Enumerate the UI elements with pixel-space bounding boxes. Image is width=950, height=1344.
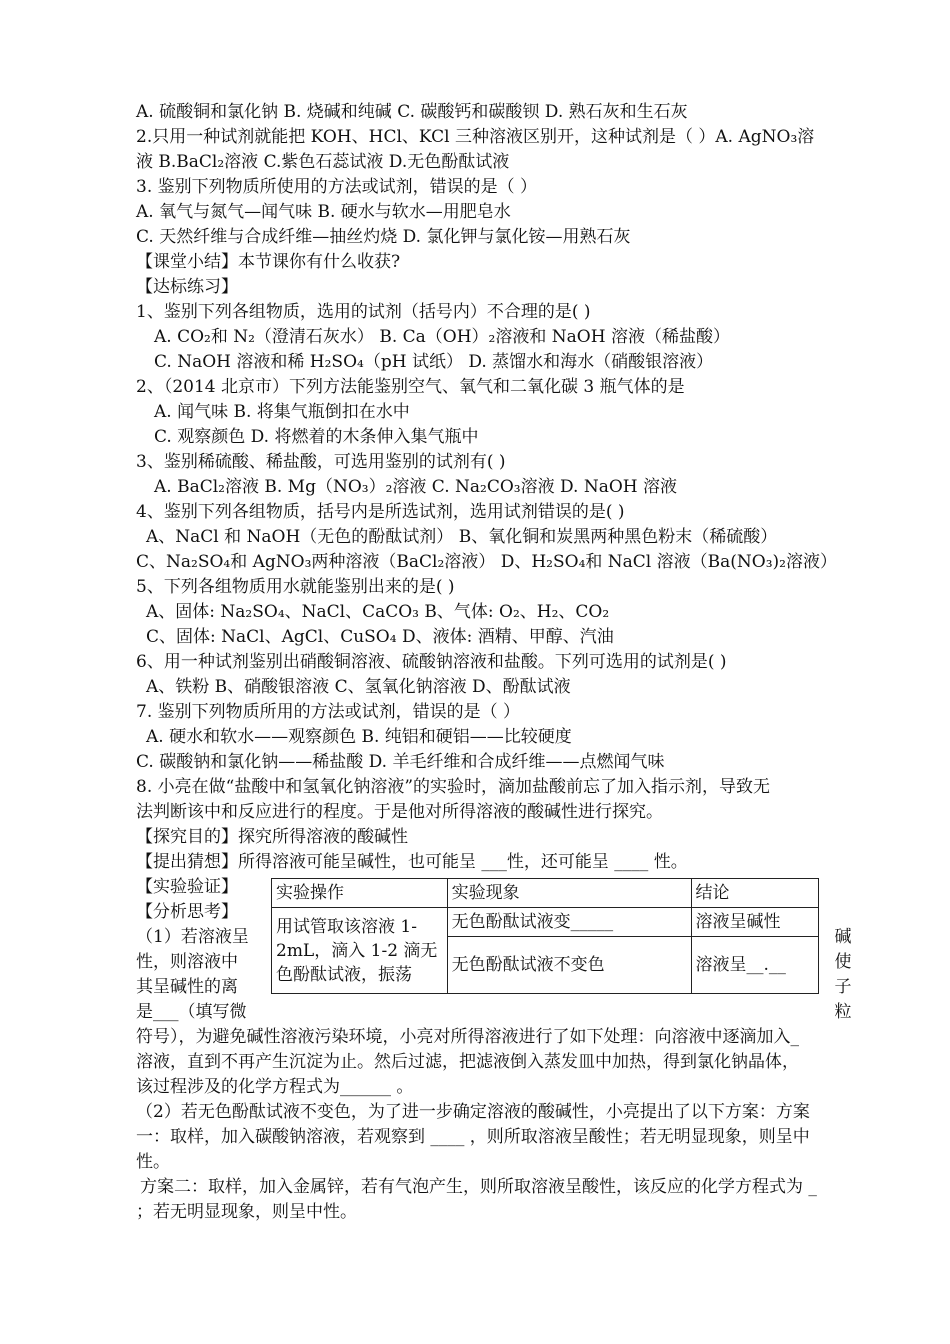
text-line: C. 观察颜色 D. 将燃着的木条伸入集气瓶中: [154, 427, 479, 447]
text-line: 【达标练习】: [136, 277, 238, 297]
table-cell-operation: 用试管取该溶液 1-2mL，滴入 1-2 滴无色酚酞试液，振荡: [272, 908, 448, 994]
table-cell-observation: 无色酚酞试液不变色: [447, 937, 691, 994]
text-line: 其呈碱性的离: [136, 977, 238, 997]
text-line: 2.只用一种试剂就能把 KOH、HCl、KCl 三种溶液区别开，这种试剂是（ ）A. AgNO₃溶: [136, 127, 815, 147]
text-line: （1）若溶液呈: [136, 927, 249, 947]
text-line: A. 氧气与氮气—闻气味 B. 硬水与软水—用肥皂水: [136, 202, 511, 222]
text-line: 2、（2014 北京市）下列方法能鉴别空气、氧气和二氧化碳 3 瓶气体的是: [136, 377, 685, 397]
text-line: 5、下列各组物质用水就能鉴别出来的是( ): [136, 577, 455, 597]
text-line: C. NaOH 溶液和稀 H₂SO₄（pH 试纸） D. 蒸馏水和海水（硝酸银溶液）: [154, 352, 714, 372]
text-line: 【实验验证】: [136, 877, 238, 897]
table-row: [272, 908, 819, 937]
text-line: C. 天然纤维与合成纤维—抽丝灼烧 D. 氯化钾与氯化铵—用熟石灰: [136, 227, 631, 247]
text-line: 3. 鉴别下列物质所使用的方法或试剂，错误的是（ ）: [136, 177, 538, 197]
table-cell-conclusion: 溶液呈__.__: [691, 937, 818, 994]
table-header: 结论: [691, 879, 818, 908]
table-header: 实验操作: [272, 879, 448, 908]
text-line: 6、用一种试剂鉴别出硝酸铜溶液、硫酸钠溶液和盐酸。下列可选用的试剂是( ): [136, 652, 727, 672]
experiment-table: [271, 878, 819, 994]
text-line: 【分析思考】: [136, 902, 238, 922]
text-line: A. CO₂和 N₂（澄清石灰水） B. Ca（OH）₂溶液和 NaOH 溶液（稀盐酸）: [154, 327, 730, 347]
table-header: 实验现象: [447, 879, 691, 908]
text-line: A、NaCl 和 NaOH（无色的酚酞试剂） B、氧化铜和炭黑两种黑色粉末（稀硫酸）: [146, 527, 778, 547]
text-line: 8. 小亮在做“盐酸中和氢氧化钠溶液”的实验时，滴加盐酸前忘了加入指示剂，导致无: [136, 777, 771, 797]
table-cell-conclusion: 溶液呈碱性: [691, 908, 818, 937]
text-line: A、固体: Na₂SO₄、NaCl、CaCO₃ B、气体: O₂、H₂、CO₂: [146, 602, 610, 622]
text-line: 【课堂小结】本节课你有什么收获?: [136, 252, 401, 272]
text-line: 1、鉴别下列各组物质，选用的试剂（括号内）不合理的是( ): [136, 302, 591, 322]
text-line: C、Na₂SO₄和 AgNO₃两种溶液（BaCl₂溶液） D、H₂SO₄和 NaCl 溶液（Ba(NO₃)₂溶液）: [136, 552, 837, 572]
text-line: 该过程涉及的化学方程式为______ 。: [136, 1077, 414, 1097]
text-line: 符号），为避免碱性溶液污染环境，小亮对所得溶液进行了如下处理：向溶液中逐滴加入_: [136, 1027, 799, 1047]
text-line: 溶液，直到不再产生沉淀为止。然后过滤，把滤液倒入蒸发皿中加热，得到氯化钠晶体，: [136, 1052, 799, 1072]
text-line: A. 硬水和软水——观察颜色 B. 纯铝和硬铝——比较硬度: [146, 727, 572, 747]
side-char: 子: [834, 977, 852, 997]
text-line: A. 闻气味 B. 将集气瓶倒扣在水中: [154, 402, 410, 422]
text-line: C、固体: NaCl、AgCl、CuSO₄ D、液体: 酒精、甲醇、汽油: [146, 627, 614, 647]
text-line: 是___（填写微: [136, 1002, 247, 1022]
table-cell-observation: 无色酚酞试液变_____: [447, 908, 691, 937]
text-line: 法判断该中和反应进行的程度。于是他对所得溶液的酸碱性进行探究。: [136, 802, 663, 822]
text-line: （2）若无色酚酞试液不变色，为了进一步确定溶液的酸碱性，小亮提出了以下方案：方案: [136, 1102, 810, 1122]
text-line: 7. 鉴别下列物质所用的方法或试剂，错误的是（ ）: [136, 702, 521, 722]
text-line: ；若无明显现象，则呈中性。: [136, 1202, 357, 1222]
text-line: 性，则溶液中: [136, 952, 238, 972]
text-line: 一：取样，加入碳酸钠溶液，若观察到 ____ ，则所取溶液呈酸性；若无明显现象，则呈中: [136, 1127, 810, 1147]
text-line: 液 B.BaCl₂溶液 C.紫色石蕊试液 D.无色酚酞试液: [136, 152, 510, 172]
text-line: A. BaCl₂溶液 B. Mg（NO₃）₂溶液 C. Na₂CO₃溶液 D. NaOH 溶液: [154, 477, 678, 497]
text-line: 方案二：取样，加入金属锌，若有气泡产生，则所取溶液呈酸性，该反应的化学方程式为 _: [140, 1177, 817, 1197]
side-char: 粒: [834, 1002, 852, 1022]
side-char: 碱: [834, 927, 852, 947]
text-line: 【提出猜想】所得溶液可能呈碱性，也可能呈 ___性，还可能呈 ____ 性。: [136, 852, 688, 872]
text-line: 4、鉴别下列各组物质，括号内是所选试剂，选用试剂错误的是( ): [136, 502, 625, 522]
table-header-row: [272, 879, 819, 908]
text-line: 性。: [136, 1152, 170, 1172]
side-char: 使: [834, 952, 852, 972]
text-line: C. 碳酸钠和氯化钠——稀盐酸 D. 羊毛纤维和合成纤维——点燃闻气味: [136, 752, 665, 772]
text-line: 3、鉴别稀硫酸、稀盐酸，可选用鉴别的试剂有( ): [136, 452, 506, 472]
text-line: 【探究目的】探究所得溶液的酸碱性: [136, 827, 408, 847]
text-line: A、铁粉 B、硝酸银溶液 C、氢氧化钠溶液 D、酚酞试液: [146, 677, 571, 697]
text-line: A. 硫酸铜和氯化钠 B. 烧碱和纯碱 C. 碳酸钙和碳酸钡 D. 熟石灰和生石灰: [136, 102, 688, 122]
